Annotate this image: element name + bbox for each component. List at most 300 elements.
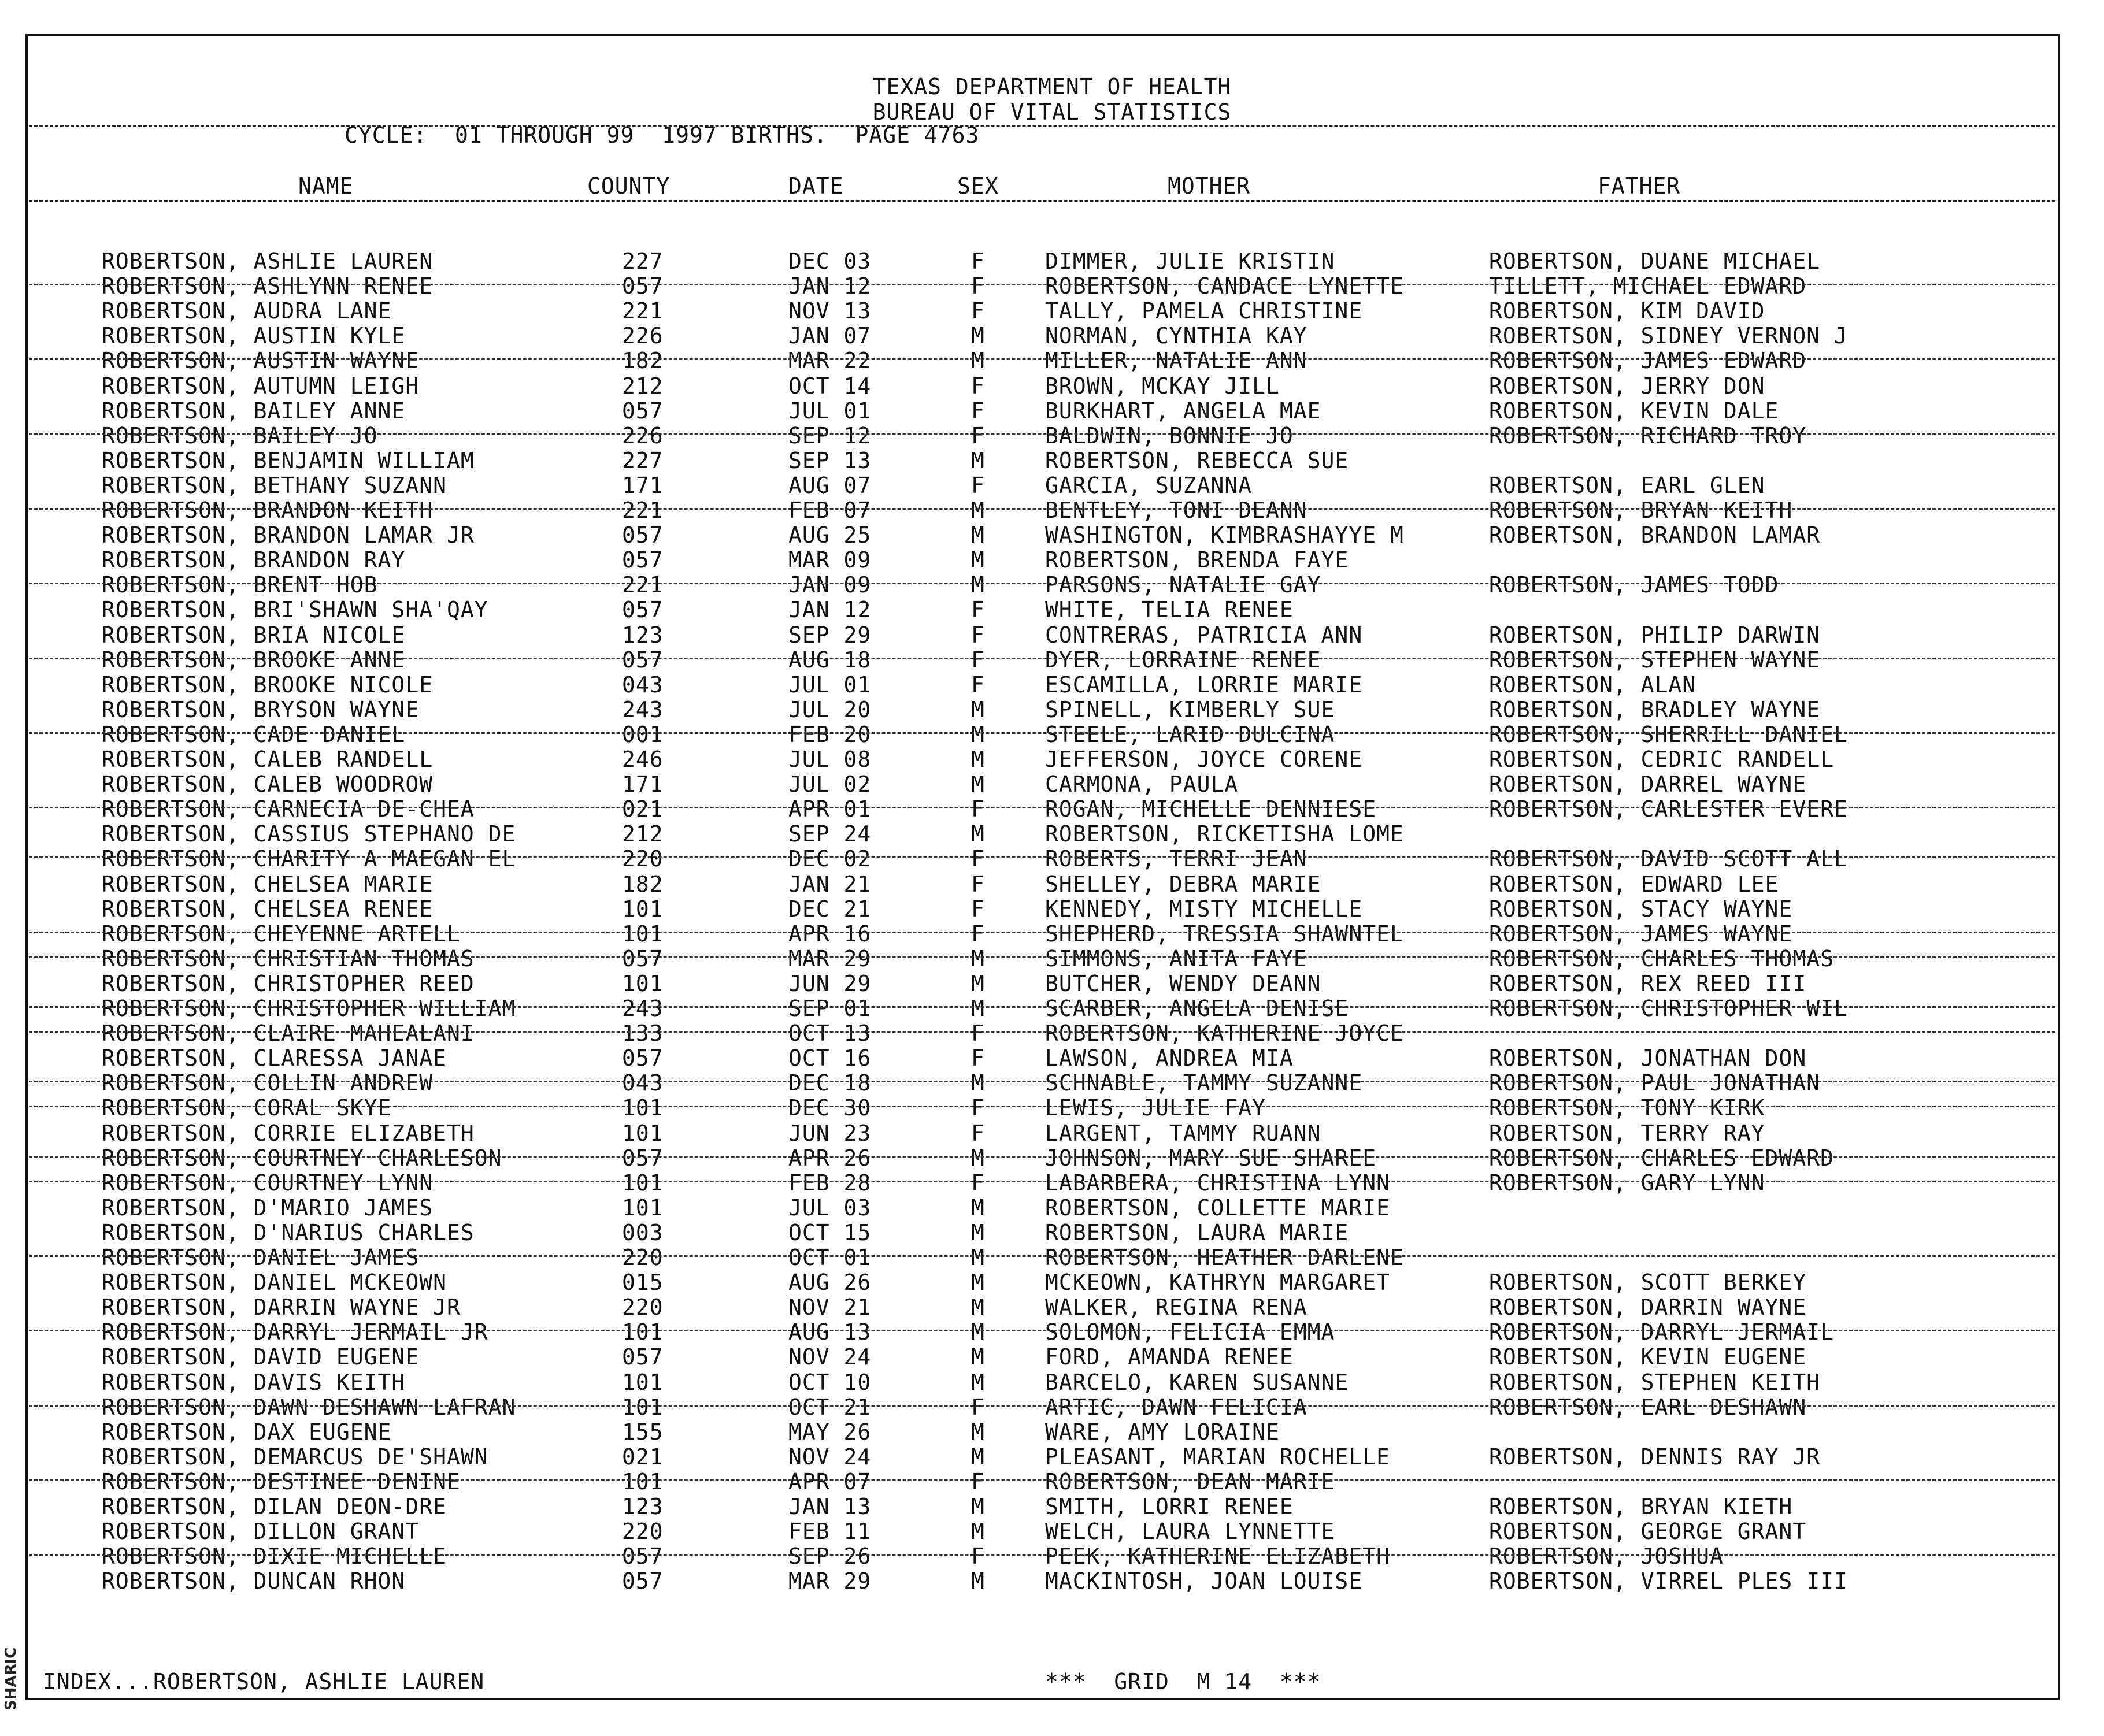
side-label: SHARIC bbox=[2, 1647, 20, 1711]
record-mother: WARE, AMY LORAINE bbox=[1045, 1419, 1280, 1445]
record-sex: M bbox=[971, 1270, 985, 1296]
record-date: AUG 07 bbox=[788, 472, 872, 498]
record-sex: F bbox=[971, 796, 985, 822]
record-mother: MILLER, NATALIE ANN bbox=[1045, 348, 1307, 374]
record-name: ROBERTSON, BROOKE ANNE bbox=[102, 647, 406, 673]
record-name: ROBERTSON, CALEB WOODROW bbox=[102, 771, 434, 797]
record-sex: M bbox=[971, 970, 985, 996]
record-name: ROBERTSON, AUSTIN KYLE bbox=[102, 323, 406, 349]
record-mother: BENTLEY, TONI DEANN bbox=[1045, 498, 1307, 523]
record-sex: F bbox=[971, 1544, 985, 1570]
record-date: AUG 26 bbox=[788, 1270, 872, 1296]
record-date: JAN 12 bbox=[788, 597, 872, 623]
record-county: 221 bbox=[622, 298, 664, 324]
record-county: 057 bbox=[622, 647, 664, 673]
record-county: 043 bbox=[622, 1070, 664, 1096]
table-row bbox=[0, 1195, 2104, 1220]
record-sex: M bbox=[971, 1519, 985, 1545]
record-mother: ROBERTSON, KATHERINE JOYCE bbox=[1045, 1021, 1404, 1047]
record-name: ROBERTSON, CHRISTOPHER WILLIAM bbox=[102, 996, 516, 1021]
record-date: APR 07 bbox=[788, 1468, 872, 1494]
table-row bbox=[0, 398, 2104, 423]
table-row bbox=[0, 672, 2104, 697]
record-county: 101 bbox=[622, 1095, 664, 1121]
record-date: JUN 29 bbox=[788, 970, 872, 996]
footer-index: INDEX...ROBERTSON, ASHLIE LAUREN bbox=[43, 1669, 485, 1694]
table-row bbox=[0, 896, 2104, 921]
table-row bbox=[0, 1519, 2104, 1544]
record-father: ROBERTSON, DUANE MICHAEL bbox=[1489, 248, 1821, 274]
record-date: NOV 24 bbox=[788, 1344, 872, 1370]
table-row bbox=[0, 498, 2104, 522]
table-row bbox=[0, 248, 2104, 273]
record-date: MAR 29 bbox=[788, 1568, 872, 1594]
record-sex: M bbox=[971, 1344, 985, 1370]
table-row bbox=[0, 771, 2104, 796]
table-row bbox=[0, 547, 2104, 572]
record-mother: ARTIC, DAWN FELICIA bbox=[1045, 1394, 1307, 1420]
record-county: 133 bbox=[622, 1021, 664, 1047]
record-mother: LABARBERA, CHRISTINA LYNN bbox=[1045, 1170, 1390, 1196]
record-mother: SOLOMON, FELICIA EMMA bbox=[1045, 1319, 1335, 1345]
record-date: SEP 29 bbox=[788, 622, 872, 648]
table-row bbox=[0, 796, 2104, 821]
record-date: OCT 01 bbox=[788, 1245, 872, 1270]
record-sex: M bbox=[971, 1219, 985, 1245]
record-mother: SCHNABLE, TAMMY SUZANNE bbox=[1045, 1070, 1363, 1096]
record-county: 101 bbox=[622, 1120, 664, 1146]
table-row bbox=[0, 1045, 2104, 1070]
record-county: 220 bbox=[622, 1294, 664, 1320]
record-father: ROBERTSON, SHERRILL DANIEL bbox=[1489, 721, 1848, 747]
record-name: ROBERTSON, COURTNEY LYNN bbox=[102, 1170, 434, 1196]
record-date: NOV 13 bbox=[788, 298, 872, 324]
table-row bbox=[0, 1568, 2104, 1593]
record-county: 155 bbox=[622, 1419, 664, 1445]
record-date: JUL 20 bbox=[788, 696, 872, 722]
record-county: 221 bbox=[622, 572, 664, 598]
table-row bbox=[0, 722, 2104, 747]
table-row bbox=[0, 622, 2104, 647]
record-county: 227 bbox=[622, 248, 664, 274]
table-row bbox=[0, 1319, 2104, 1344]
record-county: 227 bbox=[622, 447, 664, 473]
record-father: ROBERTSON, KIM DAVID bbox=[1489, 298, 1765, 324]
record-date: JAN 09 bbox=[788, 572, 872, 598]
record-name: ROBERTSON, DEMARCUS DE'SHAWN bbox=[102, 1444, 488, 1470]
record-sex: M bbox=[971, 945, 985, 971]
table-row bbox=[0, 1220, 2104, 1245]
record-father: ROBERTSON, RICHARD TROY bbox=[1489, 422, 1807, 448]
record-date: OCT 10 bbox=[788, 1369, 872, 1395]
record-county: 003 bbox=[622, 1219, 664, 1245]
record-sex: F bbox=[971, 398, 985, 424]
record-county: 101 bbox=[622, 1394, 664, 1420]
record-date: DEC 18 bbox=[788, 1070, 872, 1096]
record-date: AUG 25 bbox=[788, 522, 872, 548]
record-father: ROBERTSON, CEDRIC RANDELL bbox=[1489, 747, 1834, 772]
record-sex: M bbox=[971, 1145, 985, 1171]
record-mother: ROBERTSON, COLLETTE MARIE bbox=[1045, 1195, 1390, 1221]
record-father: ROBERTSON, BRANDON LAMAR bbox=[1489, 522, 1821, 548]
record-father: ROBERTSON, CHRISTOPHER WIL bbox=[1489, 996, 1848, 1021]
record-name: ROBERTSON, BAILEY ANNE bbox=[102, 398, 406, 424]
record-name: ROBERTSON, CHRISTOPHER REED bbox=[102, 970, 475, 996]
record-father: ROBERTSON, CARLESTER EVERE bbox=[1489, 796, 1848, 822]
header-rule-top bbox=[29, 125, 2055, 127]
table-row bbox=[0, 1344, 2104, 1369]
record-mother: JOHNSON, MARY SUE SHAREE bbox=[1045, 1145, 1377, 1171]
table-row bbox=[0, 1370, 2104, 1394]
record-county: 123 bbox=[622, 622, 664, 648]
record-date: FEB 20 bbox=[788, 721, 872, 747]
record-father: ROBERTSON, DARRYL JERMAIL bbox=[1489, 1319, 1834, 1345]
record-name: ROBERTSON, BRI'SHAWN SHA'QAY bbox=[102, 597, 488, 623]
record-mother: CONTRERAS, PATRICIA ANN bbox=[1045, 622, 1363, 648]
table-row bbox=[0, 1494, 2104, 1519]
record-mother: ROBERTSON, REBECCA SUE bbox=[1045, 447, 1349, 473]
record-name: ROBERTSON, DAX EUGENE bbox=[102, 1419, 392, 1445]
record-sex: M bbox=[971, 747, 985, 772]
record-sex: F bbox=[971, 472, 985, 498]
record-mother: ROBERTSON, LAURA MARIE bbox=[1045, 1219, 1349, 1245]
record-name: ROBERTSON, COURTNEY CHARLESON bbox=[102, 1145, 502, 1171]
record-mother: LARGENT, TAMMY RUANN bbox=[1045, 1120, 1321, 1146]
record-sex: M bbox=[971, 696, 985, 722]
table-row bbox=[0, 323, 2104, 348]
record-county: 101 bbox=[622, 921, 664, 947]
table-row bbox=[0, 871, 2104, 896]
record-county: 221 bbox=[622, 498, 664, 523]
record-name: ROBERTSON, BRANDON LAMAR JR bbox=[102, 522, 475, 548]
record-father: ROBERTSON, EDWARD LEE bbox=[1489, 871, 1779, 897]
record-mother: BARCELO, KAREN SUSANNE bbox=[1045, 1369, 1349, 1395]
record-name: ROBERTSON, CHEYENNE ARTELL bbox=[102, 921, 461, 947]
record-name: ROBERTSON, DANIEL JAMES bbox=[102, 1245, 420, 1270]
record-sex: F bbox=[971, 647, 985, 673]
record-name: ROBERTSON, BAILEY JO bbox=[102, 422, 378, 448]
record-father: ROBERTSON, EARL GLEN bbox=[1489, 472, 1765, 498]
record-father: ROBERTSON, CHARLES EDWARD bbox=[1489, 1145, 1834, 1171]
record-father: ROBERTSON, DAVID SCOTT ALL bbox=[1489, 846, 1848, 872]
table-row bbox=[0, 971, 2104, 996]
record-mother: FORD, AMANDA RENEE bbox=[1045, 1344, 1294, 1370]
record-mother: DYER, LORRAINE RENEE bbox=[1045, 647, 1321, 673]
record-county: 057 bbox=[622, 1344, 664, 1370]
record-date: MAR 29 bbox=[788, 945, 872, 971]
record-sex: F bbox=[971, 273, 985, 299]
record-county: 101 bbox=[622, 896, 664, 922]
record-mother: SHELLEY, DEBRA MARIE bbox=[1045, 871, 1321, 897]
record-date: FEB 28 bbox=[788, 1170, 872, 1196]
record-sex: F bbox=[971, 672, 985, 698]
record-father: TILLETT, MICHAEL EDWARD bbox=[1489, 273, 1807, 299]
record-mother: BALDWIN, BONNIE JO bbox=[1045, 422, 1294, 448]
record-father: ROBERTSON, DENNIS RAY JR bbox=[1489, 1444, 1821, 1470]
record-county: 182 bbox=[622, 871, 664, 897]
record-date: OCT 21 bbox=[788, 1394, 872, 1420]
record-mother: BUTCHER, WENDY DEANN bbox=[1045, 970, 1321, 996]
record-county: 057 bbox=[622, 1544, 664, 1570]
record-county: 226 bbox=[622, 323, 664, 349]
record-sex: M bbox=[971, 821, 985, 847]
record-sex: F bbox=[971, 597, 985, 623]
record-sex: F bbox=[971, 622, 985, 648]
record-sex: M bbox=[971, 498, 985, 523]
record-name: ROBERTSON, DAWN DESHAWN LAFRAN bbox=[102, 1394, 516, 1420]
record-name: ROBERTSON, DIXIE MICHELLE bbox=[102, 1544, 447, 1570]
record-name: ROBERTSON, COLLIN ANDREW bbox=[102, 1070, 434, 1096]
record-mother: ROBERTS, TERRI JEAN bbox=[1045, 846, 1307, 872]
record-county: 243 bbox=[622, 696, 664, 722]
record-date: JAN 13 bbox=[788, 1494, 872, 1519]
record-sex: F bbox=[971, 298, 985, 324]
record-county: 220 bbox=[622, 846, 664, 872]
record-sex: F bbox=[971, 1095, 985, 1121]
table-row bbox=[0, 1245, 2104, 1270]
record-date: SEP 26 bbox=[788, 1544, 872, 1570]
record-county: 057 bbox=[622, 273, 664, 299]
record-mother: JEFFERSON, JOYCE CORENE bbox=[1045, 747, 1363, 772]
record-date: APR 16 bbox=[788, 921, 872, 947]
record-mother: PEEK, KATHERINE ELIZABETH bbox=[1045, 1544, 1390, 1570]
record-name: ROBERTSON, CHELSEA RENEE bbox=[102, 896, 434, 922]
record-mother: ROBERTSON, RICKETISHA LOME bbox=[1045, 821, 1404, 847]
record-sex: M bbox=[971, 572, 985, 598]
record-county: 021 bbox=[622, 796, 664, 822]
record-father: ROBERTSON, TERRY RAY bbox=[1489, 1120, 1765, 1146]
record-father: ROBERTSON, VIRREL PLES III bbox=[1489, 1568, 1848, 1594]
table-row bbox=[0, 946, 2104, 971]
record-date: MAR 22 bbox=[788, 348, 872, 374]
record-father: ROBERTSON, JAMES EDWARD bbox=[1489, 348, 1807, 374]
record-name: ROBERTSON, CHELSEA MARIE bbox=[102, 871, 434, 897]
record-date: SEP 24 bbox=[788, 821, 872, 847]
table-row bbox=[0, 1544, 2104, 1568]
record-sex: M bbox=[971, 547, 985, 573]
table-row bbox=[0, 572, 2104, 597]
record-father: ROBERTSON, STEPHEN WAYNE bbox=[1489, 647, 1821, 673]
table-row bbox=[0, 1121, 2104, 1145]
record-date: JAN 12 bbox=[788, 273, 872, 299]
record-father: ROBERTSON, KEVIN EUGENE bbox=[1489, 1344, 1807, 1370]
record-sex: M bbox=[971, 1419, 985, 1445]
record-county: 101 bbox=[622, 1195, 664, 1221]
record-county: 101 bbox=[622, 1369, 664, 1395]
record-father: ROBERTSON, PHILIP DARWIN bbox=[1489, 622, 1821, 648]
record-sex: F bbox=[971, 871, 985, 897]
record-county: 123 bbox=[622, 1494, 664, 1519]
record-sex: M bbox=[971, 522, 985, 548]
record-name: ROBERTSON, ASHLYNN RENEE bbox=[102, 273, 434, 299]
record-date: JUL 08 bbox=[788, 747, 872, 772]
table-row bbox=[0, 448, 2104, 473]
record-name: ROBERTSON, CLARESSA JANAE bbox=[102, 1045, 447, 1071]
record-name: ROBERTSON, ASHLIE LAUREN bbox=[102, 248, 434, 274]
record-county: 243 bbox=[622, 996, 664, 1021]
record-date: FEB 11 bbox=[788, 1519, 872, 1545]
record-county: 021 bbox=[622, 1444, 664, 1470]
record-county: 226 bbox=[622, 422, 664, 448]
record-father: ROBERTSON, KEVIN DALE bbox=[1489, 398, 1779, 424]
record-sex: F bbox=[971, 921, 985, 947]
record-county: 220 bbox=[622, 1519, 664, 1545]
record-mother: PARSONS, NATALIE GAY bbox=[1045, 572, 1321, 598]
record-father: ROBERTSON, CHARLES THOMAS bbox=[1489, 945, 1834, 971]
record-date: JAN 07 bbox=[788, 323, 872, 349]
column-header-father: FATHER bbox=[1598, 173, 1681, 199]
record-sex: M bbox=[971, 771, 985, 797]
record-sex: M bbox=[971, 1070, 985, 1096]
record-sex: M bbox=[971, 348, 985, 374]
table-row bbox=[0, 921, 2104, 946]
record-name: ROBERTSON, CORRIE ELIZABETH bbox=[102, 1120, 475, 1146]
header-rule-bottom bbox=[29, 200, 2055, 202]
record-sex: M bbox=[971, 1245, 985, 1270]
record-name: ROBERTSON, BRIA NICOLE bbox=[102, 622, 406, 648]
record-date: AUG 18 bbox=[788, 647, 872, 673]
record-father: ROBERTSON, SIDNEY VERNON J bbox=[1489, 323, 1848, 349]
record-father: ROBERTSON, TONY KIRK bbox=[1489, 1095, 1765, 1121]
record-county: 182 bbox=[622, 348, 664, 374]
record-sex: M bbox=[971, 1444, 985, 1470]
record-date: FEB 07 bbox=[788, 498, 872, 523]
record-father: ROBERTSON, STEPHEN KEITH bbox=[1489, 1369, 1821, 1395]
record-date: OCT 13 bbox=[788, 1021, 872, 1047]
table-row bbox=[0, 1170, 2104, 1195]
table-row bbox=[0, 747, 2104, 771]
record-date: DEC 02 bbox=[788, 846, 872, 872]
record-father: ROBERTSON, DARRIN WAYNE bbox=[1489, 1294, 1807, 1320]
record-name: ROBERTSON, DARRYL JERMAIL JR bbox=[102, 1319, 488, 1345]
record-father: ROBERTSON, EARL DESHAWN bbox=[1489, 1394, 1807, 1420]
record-father: ROBERTSON, JERRY DON bbox=[1489, 373, 1765, 399]
table-row bbox=[0, 1070, 2104, 1095]
table-row bbox=[0, 273, 2104, 298]
column-header-mother: MOTHER bbox=[1168, 173, 1251, 199]
table-row bbox=[0, 522, 2104, 547]
record-name: ROBERTSON, BROOKE NICOLE bbox=[102, 672, 434, 698]
table-row bbox=[0, 1095, 2104, 1120]
record-name: ROBERTSON, DESTINEE DENINE bbox=[102, 1468, 461, 1494]
record-sex: F bbox=[971, 1045, 985, 1071]
record-county: 057 bbox=[622, 1145, 664, 1171]
record-mother: ESCAMILLA, LORRIE MARIE bbox=[1045, 672, 1363, 698]
record-name: ROBERTSON, CORAL SKYE bbox=[102, 1095, 392, 1121]
record-name: ROBERTSON, BETHANY SUZANN bbox=[102, 472, 447, 498]
record-name: ROBERTSON, BRYSON WAYNE bbox=[102, 696, 420, 722]
agency-title: TEXAS DEPARTMENT OF HEALTH bbox=[872, 74, 1232, 99]
record-county: 171 bbox=[622, 472, 664, 498]
record-sex: M bbox=[971, 447, 985, 473]
record-county: 212 bbox=[622, 821, 664, 847]
record-father: ROBERTSON, REX REED III bbox=[1489, 970, 1807, 996]
record-mother: MCKEOWN, KATHRYN MARGARET bbox=[1045, 1270, 1390, 1296]
record-county: 057 bbox=[622, 1045, 664, 1071]
record-mother: GARCIA, SUZANNA bbox=[1045, 472, 1253, 498]
record-mother: NORMAN, CYNTHIA KAY bbox=[1045, 323, 1307, 349]
record-mother: SCARBER, ANGELA DENISE bbox=[1045, 996, 1349, 1021]
record-mother: BROWN, MCKAY JILL bbox=[1045, 373, 1280, 399]
record-father: ROBERTSON, JOSHUA bbox=[1489, 1544, 1724, 1570]
record-date: SEP 01 bbox=[788, 996, 872, 1021]
record-mother: WELCH, LAURA LYNNETTE bbox=[1045, 1519, 1335, 1545]
record-sex: F bbox=[971, 422, 985, 448]
table-row bbox=[0, 298, 2104, 323]
record-sex: F bbox=[971, 1170, 985, 1196]
record-mother: ROGAN, MICHELLE DENNIESE bbox=[1045, 796, 1377, 822]
record-mother: ROBERTSON, CANDACE LYNETTE bbox=[1045, 273, 1404, 299]
record-sex: M bbox=[971, 721, 985, 747]
record-date: JUL 03 bbox=[788, 1195, 872, 1221]
record-name: ROBERTSON, CHRISTIAN THOMAS bbox=[102, 945, 475, 971]
record-father: ROBERTSON, BRYAN KIETH bbox=[1489, 1494, 1793, 1519]
column-header-name: NAME bbox=[298, 173, 354, 199]
record-name: ROBERTSON, BENJAMIN WILLIAM bbox=[102, 447, 475, 473]
table-row bbox=[0, 1294, 2104, 1319]
record-date: NOV 21 bbox=[788, 1294, 872, 1320]
record-date: OCT 15 bbox=[788, 1219, 872, 1245]
record-sex: M bbox=[971, 1568, 985, 1594]
record-date: JUL 02 bbox=[788, 771, 872, 797]
record-name: ROBERTSON, AUSTIN WAYNE bbox=[102, 348, 420, 374]
record-mother: LAWSON, ANDREA MIA bbox=[1045, 1045, 1294, 1071]
cycle-line: CYCLE: 01 THROUGH 99 1997 BIRTHS. PAGE 4763 bbox=[345, 123, 980, 148]
record-father: ROBERTSON, GARY LYNN bbox=[1489, 1170, 1765, 1196]
record-name: ROBERTSON, BRENT HOB bbox=[102, 572, 378, 598]
record-county: 057 bbox=[622, 945, 664, 971]
record-father: ROBERTSON, PAUL JONATHAN bbox=[1489, 1070, 1821, 1096]
record-father: ROBERTSON, STACY WAYNE bbox=[1489, 896, 1793, 922]
table-row bbox=[0, 1270, 2104, 1294]
record-date: APR 01 bbox=[788, 796, 872, 822]
record-father: ROBERTSON, BRADLEY WAYNE bbox=[1489, 696, 1821, 722]
table-row bbox=[0, 1021, 2104, 1045]
record-county: 043 bbox=[622, 672, 664, 698]
bureau-title: BUREAU OF VITAL STATISTICS bbox=[872, 99, 1232, 125]
table-row bbox=[0, 1444, 2104, 1469]
record-mother: WALKER, REGINA RENA bbox=[1045, 1294, 1307, 1320]
record-name: ROBERTSON, DILAN DEON-DRE bbox=[102, 1494, 447, 1519]
record-date: JUL 01 bbox=[788, 672, 872, 698]
table-row bbox=[0, 473, 2104, 498]
record-mother: CARMONA, PAULA bbox=[1045, 771, 1239, 797]
record-county: 212 bbox=[622, 373, 664, 399]
record-name: ROBERTSON, D'NARIUS CHARLES bbox=[102, 1219, 475, 1245]
table-row bbox=[0, 348, 2104, 373]
column-header-date: DATE bbox=[788, 173, 844, 199]
record-name: ROBERTSON, D'MARIO JAMES bbox=[102, 1195, 434, 1221]
table-row bbox=[0, 697, 2104, 722]
record-mother: ROBERTSON, BRENDA FAYE bbox=[1045, 547, 1349, 573]
column-header-county: COUNTY bbox=[587, 173, 671, 199]
record-name: ROBERTSON, AUDRA LANE bbox=[102, 298, 392, 324]
table-row bbox=[0, 821, 2104, 846]
record-sex: M bbox=[971, 1195, 985, 1221]
record-county: 246 bbox=[622, 747, 664, 772]
record-name: ROBERTSON, DAVIS KEITH bbox=[102, 1369, 406, 1395]
record-sex: F bbox=[971, 896, 985, 922]
record-sex: F bbox=[971, 1021, 985, 1047]
table-row bbox=[0, 647, 2104, 672]
record-father: ROBERTSON, JAMES WAYNE bbox=[1489, 921, 1793, 947]
record-sex: F bbox=[971, 846, 985, 872]
record-father: ROBERTSON, JAMES TODD bbox=[1489, 572, 1779, 598]
record-county: 101 bbox=[622, 1319, 664, 1345]
record-county: 101 bbox=[622, 970, 664, 996]
record-sex: M bbox=[971, 1294, 985, 1320]
record-name: ROBERTSON, DARRIN WAYNE JR bbox=[102, 1294, 461, 1320]
